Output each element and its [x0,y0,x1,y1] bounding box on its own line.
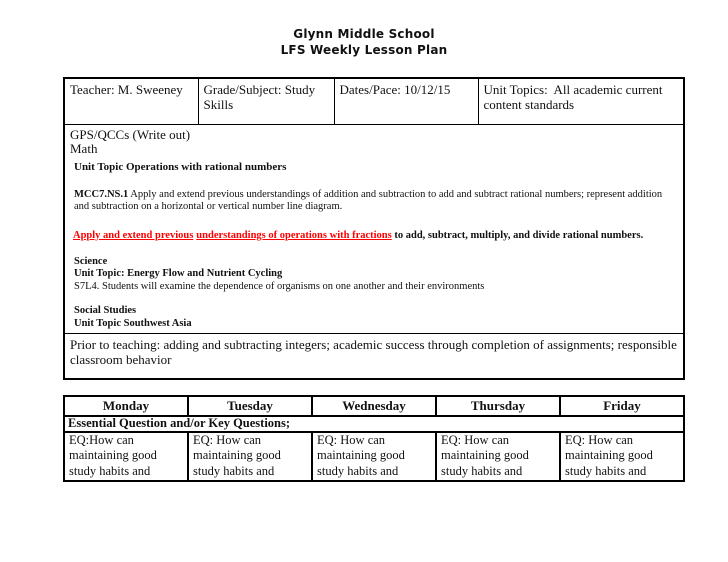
day-header-thursday: Thursday [436,396,560,416]
social-studies-label: Social Studies [74,305,137,316]
prior-teaching-cell: Prior to teaching: adding and subtracting integers; academic success through completion of assignments; responsible classroom behavior [64,334,684,379]
eq-cell-wednesday: EQ: How can maintaining good study habits and [312,432,436,482]
unit-topics-cell: Unit Topics: All academic current content standards [478,78,684,124]
prior-teaching-row [64,334,684,379]
math-label: Math [70,141,98,156]
fractions-black-part: to add, subtract, multiply, and divide rational numbers. [391,229,644,241]
teacher-cell: Teacher: M. Sweeney [64,78,198,124]
science-label: Science [74,255,108,267]
day-header-wednesday: Wednesday [312,396,436,416]
science-unit-topic: Unit Topic: Energy Flow and Nutrient Cycling [74,268,283,279]
eq-row [64,432,684,482]
social-studies-unit-topic: Unit Topic Southwest Asia [74,317,192,329]
day-header-row [64,396,684,416]
science-standard-text: S7L4. Students will examine the dependence of organisms on one another and their environments [74,280,485,292]
info-header-row [64,78,684,124]
section-header-row [64,416,684,432]
grade-subject-cell: Grade/Subject: Study Skills [198,78,334,124]
school-name: Glynn Middle School [293,27,435,41]
fractions-red-part2: understandings of operations with fractions [196,229,392,241]
standards-row [64,124,684,334]
math-standard-body: Apply and extend previous understandings of addition and subtraction to add and subtract rational numbers; represent addition and subtraction on a horizontal or vertical number line diagram. [74,188,663,212]
document-title: LFS Weekly Lesson Plan [280,43,448,57]
math-unit-topic: Unit Topic Operations with rational numbers [74,160,287,173]
math-standard-text [70,189,678,213]
eq-cell-friday: EQ: How can maintaining good study habits and [560,432,684,482]
standards-cell [64,124,684,334]
day-header-tuesday: Tuesday [188,396,312,416]
math-standard-code: MCC7.NS.1 [74,188,129,200]
standards-heading: GPS/QCCs (Write out) [70,126,191,142]
day-header-friday: Friday [560,396,684,416]
lesson-info-table [63,77,685,380]
document-header [0,26,728,58]
fractions-standard-line [70,228,678,243]
essential-question-header: Essential Question and/or Key Questions; [64,416,684,432]
fractions-red-part1: Apply and extend previous [73,229,194,241]
eq-cell-monday: EQ:How can maintaining good study habits and [64,432,188,482]
eq-cell-tuesday: EQ: How can maintaining good study habits and [188,432,312,482]
eq-cell-thursday: EQ: How can maintaining good study habits and [436,432,560,482]
weekly-plan-table [63,395,685,483]
day-header-monday: Monday [64,396,188,416]
dates-pace-cell: Dates/Pace: 10/12/15 [334,78,478,124]
